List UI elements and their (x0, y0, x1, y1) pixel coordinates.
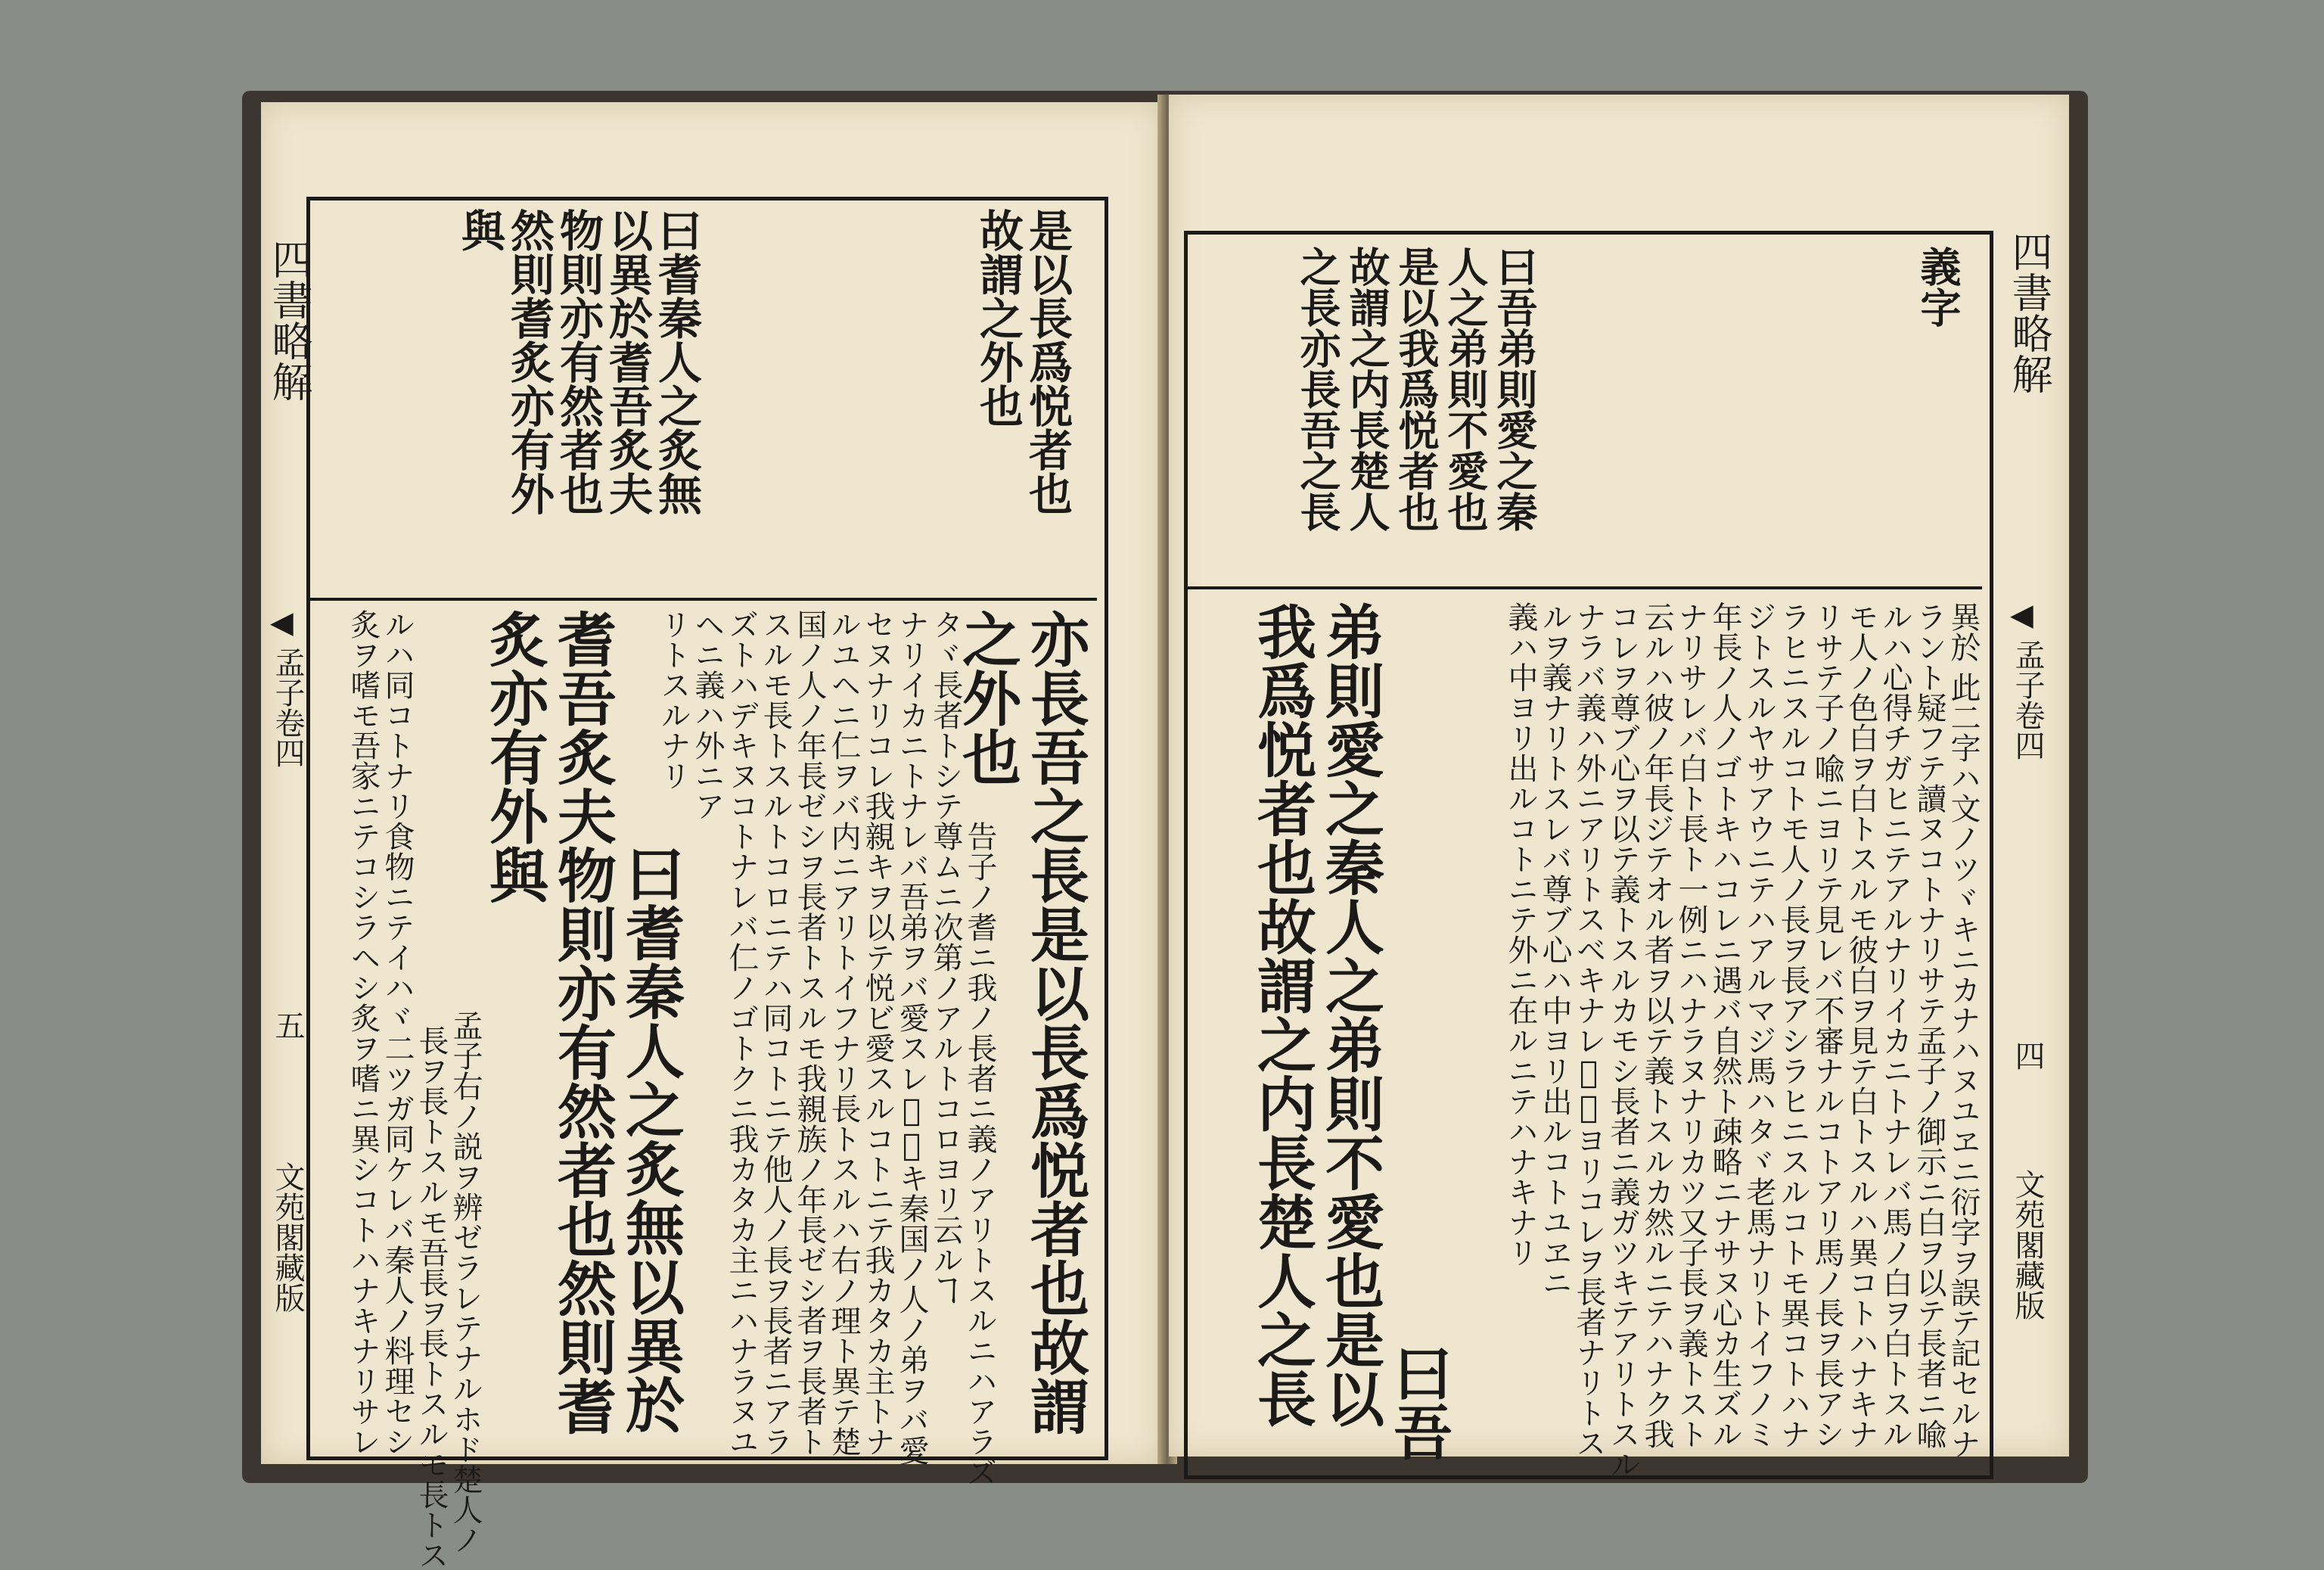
left-main-big-3: 曰耆秦人之炙無以異於 (616, 844, 685, 1434)
left-main-big-4: 耆吾炙夫物則亦有然者也然則耆 (548, 609, 617, 1435)
right-comment-13: ルヲ義ナリトスレバ尊ブ心ハ中ヨリ出ルコトユヱニ (1537, 602, 1572, 1298)
left-upper-col-3: 曰耆秦人之炙無 (651, 208, 702, 515)
right-comment-12: ナラバ義ハ外ニアリトスベキナレ𪜈我ヨリコレヲ長者ナリトス (1571, 602, 1606, 1458)
left-publisher: 文苑閣藏版 (270, 1161, 305, 1313)
left-comment-8: ズトハデキヌコトナレバ仁ノゴトクニ我カタカ主ニハナラヌユ (724, 609, 759, 1457)
left-comment-3: ナリイカニトナレバ吾弟ヲバ愛スレ𪜈遠キ秦国ノ人ノ弟ヲバ愛 (894, 609, 929, 1466)
left-upper-col-4: 以異於耆吾炙夫 (601, 208, 653, 515)
right-comment-4: モ人ノ色白ヲ白トスルモ彼白ヲ見テ白トスルハ異コトハナキナ (1844, 602, 1878, 1449)
right-margin-subtitle: 孟子卷四 (2010, 639, 2045, 760)
right-comment-2: ラント疑フテ讀ヌコトナリサテ孟子ノ御示ニ白ヲ以テ長者ニ喩 (1912, 602, 1947, 1449)
right-comment-11: コレヲ尊ブ心ヲ以テ義トスルカモシ長者ニ義ガツキテアリトスル (1605, 602, 1640, 1479)
left-upper-col-1: 是以長爲悦者也 (1021, 208, 1073, 515)
right-comment-7: ジトスルヤサアウニテハアルマジ馬ハタヾ老馬ナリトイフノミ (1741, 602, 1776, 1449)
right-comment-6: ラヒニスルコトモ人ノ長ヲ長アシラヒニスルコトモ異コトハナ (1776, 602, 1810, 1449)
fish-tail-ornament: ◀ (270, 605, 294, 640)
right-main-big-3: 我爲悦者也故謂之内長楚人之長 (1247, 602, 1316, 1428)
right-comment-8: 年長ノ人ノゴトキハコレニ遇バ自然ト疎略ニナサヌ心カ生ズル (1707, 602, 1742, 1449)
right-comment-3: ルハ心得チガヒニテアルナリイカニトナレバ馬ノ白ヲ白トスル (1878, 602, 1912, 1449)
right-comment-9: ナリサレバ白ト長ト一例ニハナラヌナリカツ又子長ヲ義トスト (1673, 602, 1708, 1449)
right-upper-col-4: 故謂之内長楚人 (1343, 246, 1391, 532)
right-main-big-1: 曰吾 (1384, 1343, 1452, 1461)
right-upper-col-1: 曰吾弟則愛之秦 (1490, 246, 1539, 532)
left-page (261, 102, 1161, 1570)
left-margin-subtitle: 孟子卷四 (270, 647, 305, 768)
left-upper-col-2: 故謂之外也 (972, 208, 1024, 427)
left-main-big-2: 之外也 (952, 609, 1021, 786)
right-comment-10: 云ルハ彼ノ年長ジテオル者ヲ以テ義トスルカ然ルニテハナク我 (1639, 602, 1674, 1449)
left-upper-col-5: 物則亦有然者也 (552, 208, 604, 515)
right-folio: 四 (2010, 1040, 2045, 1071)
left-comment-4: セヌナリコレ我親キヲ以テ悦ビ愛スルコトニテ我カタカ主トナ (860, 609, 895, 1457)
right-comment-14: 義ハ中ヨリ出ルコトニテ外ニ在ルニテハナキナリ (1503, 602, 1538, 1267)
left-upper-col-7: 與 (454, 208, 505, 252)
right-comment-5: リサテ子ノ喩ニヨリテ見レバ不審ナルコトアリ馬ノ長ヲ長アシ (1810, 602, 1844, 1449)
right-upper-col-3: 是以我爲悦者也 (1392, 246, 1440, 532)
right-heading: 義字 (1914, 246, 1962, 328)
left-comment-11: 孟子右ノ説ヲ辨ゼラレテナルホド楚人ノ (448, 1010, 483, 1555)
left-comment-7: スルモ長トスルトコロニテハ同コトニテ他人ノ長ヲ長者ニアラ (758, 609, 793, 1457)
left-comment-12: ルハ同コトナリ食物ニテイハヾ二ツガ同ケレバ秦人ノ料理セシ (380, 609, 415, 1457)
fish-tail-ornament-right: ◀ (2010, 598, 2034, 633)
right-page (1169, 95, 2069, 1479)
left-comment-6: 国ノ人ノ年長ゼシヲ長者トスルモ我親族ノ年長ゼシ者ヲ長者ト (792, 609, 827, 1457)
left-comment-14: 長ヲ長トスルモ吾長ヲ長トスルモ長トス (414, 1025, 449, 1570)
left-comment-13: 炙ヲ嗜モ吾家ニテコシラヘシ炙ヲ嗜ニ異シコトハナキナリサレ (346, 609, 381, 1457)
right-main-big-2: 弟則愛之秦人之弟則不愛也是以 (1316, 602, 1384, 1428)
left-comment-5: ルユヘニ仁ヲバ内ニアリトイフナリ長トスルハ右ノ理ト異テ楚 (826, 609, 861, 1457)
left-folio: 五 (270, 1010, 305, 1040)
left-comment-1: 告子ノ耆ニ我ノ長者ニ義ノアリトスルニハアラズ (962, 821, 997, 1487)
left-main-big-5: 炙亦有外與 (480, 609, 548, 904)
left-margin-title: 四書略解 (266, 238, 313, 402)
right-comment-1: 異於 此二字ハ文ノツヾキニカナハヌユヱニ衍字ヲ誤テ記セルナ (1946, 602, 1981, 1459)
left-comment-2: タヾ長者トシテ尊ムニ次第ノアルトコロヨリ云ルヿ (928, 609, 963, 1305)
left-upper-col-6: 然則耆炙亦有外 (503, 208, 555, 515)
right-margin-title: 四書略解 (2006, 231, 2053, 394)
left-comment-9: ヘニ義ハ外ニア (690, 609, 725, 821)
right-upper-col-5: 之長亦長吾之長 (1294, 246, 1342, 532)
right-publisher: 文苑閣藏版 (2010, 1169, 2045, 1320)
left-main-big-1: 亦長吾之長是以長爲悦者也故謂 (1021, 609, 1089, 1435)
left-comment-10: リトスルナリ (656, 609, 691, 791)
right-upper-col-2: 人之弟則不愛也 (1441, 246, 1490, 532)
